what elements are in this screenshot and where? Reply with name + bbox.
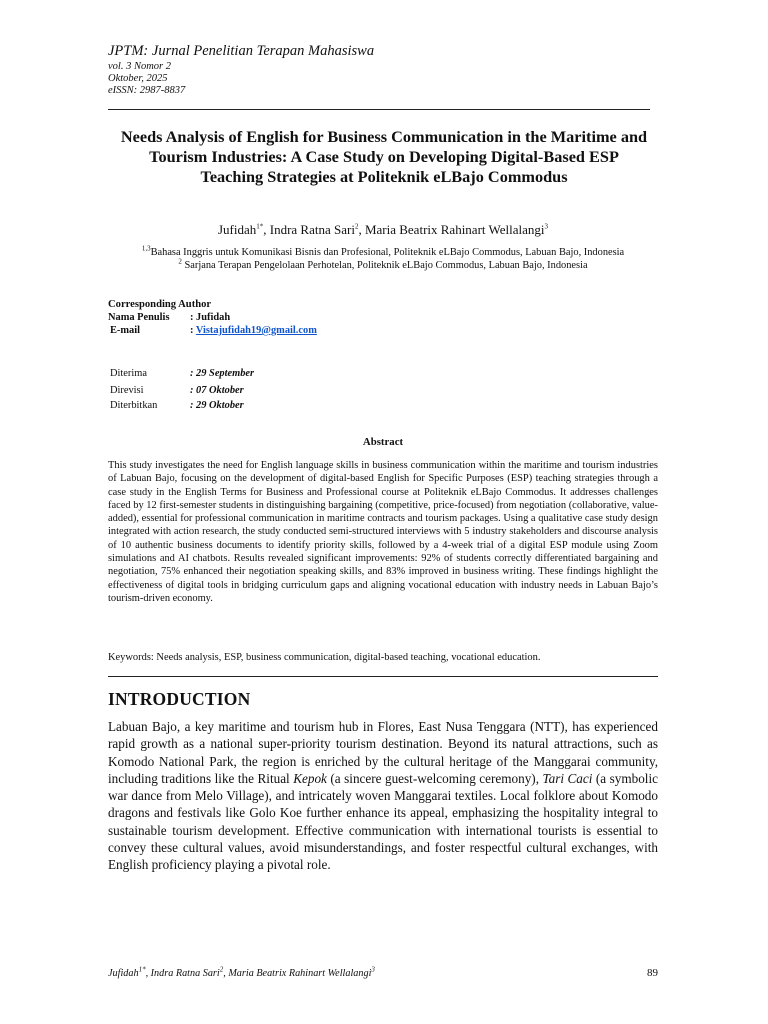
date-label: Direvisi: [110, 385, 144, 396]
date-label: Diterima: [110, 368, 147, 379]
affiliation: [108, 257, 658, 271]
author-mark: 1*: [256, 222, 264, 231]
date-value: : 29 Oktober: [190, 400, 244, 411]
header-divider: [108, 109, 650, 110]
footer-author-mark: 2: [219, 965, 224, 974]
intro-text: (a sincere guest-welcoming ceremony),: [326, 770, 543, 786]
footer-sep: ,: [145, 968, 151, 979]
field-label: Nama Penulis: [108, 312, 170, 323]
footer-sep: ,: [223, 968, 229, 979]
journal-issn: eISSN: 2987-8837: [108, 85, 186, 96]
corresponding-heading: Corresponding Author: [108, 299, 212, 310]
author-list: Jufidah$^{1*}$, Indra Ratna Sari$^2$, Maria Beatrix Rahinart Wellalangi$^3$: [217, 222, 549, 237]
footer-author: Maria Beatrix Rahinart Wellalangi: [228, 968, 372, 979]
author-name: Maria Beatrix Rahinart Wellalangi: [364, 222, 545, 237]
email-colon: :: [190, 325, 196, 336]
footer-authors: [108, 965, 375, 979]
footer-author-mark: 3: [371, 965, 375, 974]
keywords: Keywords: Needs analysis, ESP, business communication, digital-based teaching, vocational education.: [108, 652, 541, 663]
email-link[interactable]: Vistajufidah19@gmail.com: [195, 325, 317, 336]
intro-text: Labuan Bajo, a key maritime and tourism hub in Flores, East Nusa Tenggara (NTT), has experienced rapid growth as a national super-priority tourism destination. Beyond its natural attractions, such as Komodo National Park, the region is enriched by the cultural heritage of the Manggarai community, including traditions like the Ritual: [108, 719, 658, 786]
affiliation-text: Sarjana Terapan Pengelolaan Perhotelan, Politeknik eLBajo Commodus, Labuan Bajo, Indonesia: [181, 260, 588, 271]
field-value: : Jufidah: [190, 312, 231, 323]
introduction-heading: INTRODUCTION: [108, 689, 251, 709]
paper-title: Needs Analysis of English for Business Communication in the Maritime and Tourism Industries: A Case Study on Developing Digital-Based ESP Teaching Strategies at Politeknik eLBajo Commodus: [120, 127, 648, 187]
abstract-heading: Abstract: [362, 436, 404, 448]
intro-text: (a symbolic war dance from Melo Village), and intricately woven Manggarai textiles. Local folklore about Komodo dragons and festivals like Golo Koe further enhance its appeal, emphasizing the hospitality integral to sustainable tourism development. Effective communication with international tourists is essential to convey these cultural values, avoid misunderstandings, and foster respectful cultural exchanges, with English proficiency playing a pivotal role.: [108, 770, 658, 873]
keywords-divider: [108, 676, 658, 677]
affiliation-text: Bahasa Inggris untuk Komunikasi Bisnis dan Profesional, Politeknik eLBajo Commodus, Labuan Bajo, Indonesia: [150, 247, 625, 258]
page-number: 89: [647, 967, 658, 979]
affiliation-mark: 2: [178, 257, 182, 266]
intro-term: Kepok: [293, 770, 327, 786]
date-value: : 29 September: [190, 368, 255, 379]
field-label: E-mail: [110, 325, 141, 336]
abstract-text: This study investigates the need for English language skills in business communication within the maritime and tourism industries of Labuan Bajo, focusing on the development of digital-based English for Specific Purposes (ESP) teaching strategies through a case study in the English Terms for Business and Professional course at Politeknik eLBajo Commodus. It addresses challenges faced by 12 first-semester students in distinguishing bargaining (competitive, price-focused) from negotiation (collaborative, value-added), essential for professional communication in maritime contracts and tourism packages. Using a qualitative case study design integrated with action research, the study conducted semi-structured interviews with 5 industry stakeholders and discourse analysis of 10 authentic business documents to identify priority skills, followed by a 4-week trial of a digital ESP module using Zoom simulations and AI chatbots. Results revealed significant improvements: 92% of students correctly differentiated bargaining and negotiation, 75% enhanced their negotiation speaking skills, and 83% improved in business writing. These findings highlight the effectiveness of digital tools in bridging curriculum gaps and aligning vocational education with industry needs in Labuan Bajo’s tourism-driven economy.: [108, 460, 658, 604]
affiliation: [108, 244, 658, 258]
intro-term: Tari Caci: [542, 770, 593, 786]
affiliation-mark: 1,3: [141, 244, 151, 253]
introduction-paragraph: [108, 718, 658, 874]
author-mark: 2: [354, 222, 359, 231]
journal-title: JPTM: Jurnal Penelitian Terapan Mahasiswa: [108, 43, 375, 59]
author-name: Jufidah: [217, 222, 257, 237]
author-name: Indra Ratna Sari: [269, 222, 355, 237]
author-mark: 3: [544, 222, 549, 231]
date-value: : 07 Oktober: [190, 385, 244, 396]
footer-author-mark: 1*: [138, 965, 146, 974]
journal-date: Oktober, 2025: [108, 73, 168, 84]
journal-volume: vol. 3 Nomor 2: [108, 61, 171, 72]
date-label: Diterbitkan: [110, 400, 158, 411]
field-value: [190, 325, 317, 336]
footer-author: Jufidah: [108, 968, 139, 979]
footer-author: Indra Ratna Sari: [150, 968, 220, 979]
